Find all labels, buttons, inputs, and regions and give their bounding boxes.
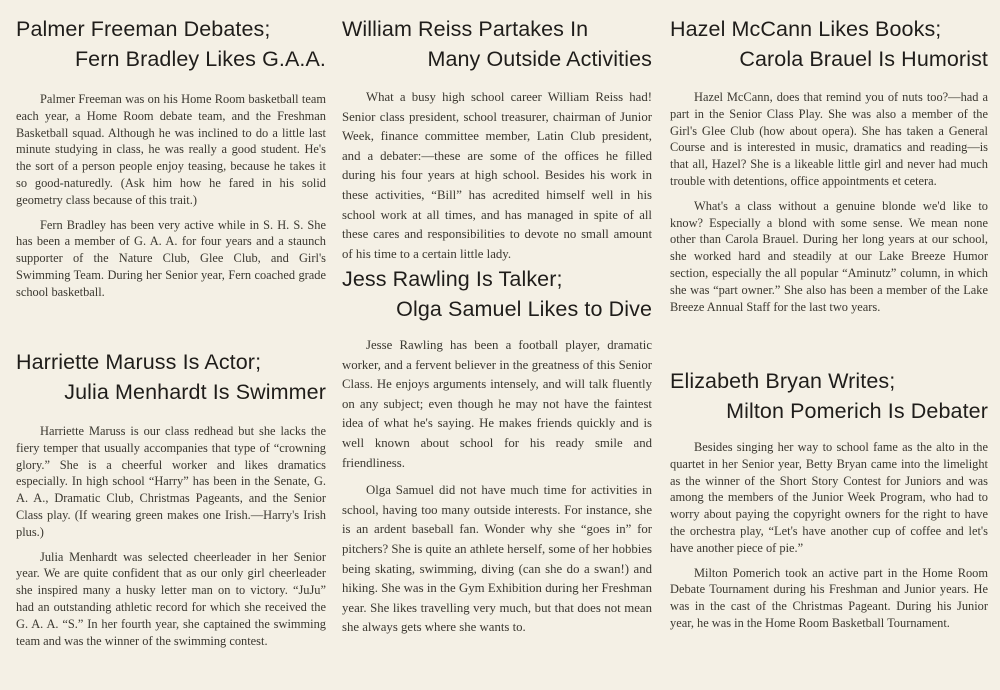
article-headline [16,14,326,74]
article-paragraph: What a busy high school career William Reiss had! Senior class president, school treasurer, chairman of Junior Week, finance committee member, Latin Club president, and a debater:—these are some of the offices he filled during his four years at high school. Besides his work in these activities, “Bill” has acredited himself well in his school work at all times, and has managed in spite of all these cares and responsibilities to devote no small amount of his time to a certain little lady. [342,90,652,261]
headline-line-2: Carola Brauel Is Humorist [739,47,988,71]
headline-line-1: Hazel McCann Likes Books; [670,17,942,41]
headline-line-2: Milton Pomerich Is Debater [726,399,988,423]
article-headline [16,347,326,407]
article-mccann-brauel [670,14,988,315]
headline-line-1: Jess Rawling Is Talker; [342,267,563,291]
article-paragraph: Palmer Freeman was on his Home Room basketball team each year, a Home Room debate team, and the Freshman Basketball squad. Although he was inclined to do a little last minute studying in class, he was really a good student. He's the sort of a person people enjoy teasing, because he takes it so good-naturedly. (Ask him how he fared in his solid geometry class because of this trait.) [16,92,326,207]
article-paragraph: Fern Bradley has been very active while in S. H. S. She has been a member of G. A. A. for four years and a staunch supporter of the Nature Club, Glee Club, and Girl's Swimming Team. During her Senior year, Fern coached grade school basketball. [16,217,326,299]
headline-line-2: Olga Samuel Likes to Dive [396,297,652,321]
article-paragraph: Julia Menhardt was selected cheerleader in her Senior year. We are quite confident that as our only girl cheerleader she inspired many a husky letter man on to victory. “JuJu” had an outstanding athletic record for which she received the G. A. A. “S.” In her fourth year, she captained the swimming team and was the winner of the swimming contest. [16,549,326,648]
article-paragraph: Harriette Maruss is our class redhead but she lacks the fiery temper that usually accompanies that type of “crowning glory.” She is a cheerful worker and likes dramatics especially. In high school “Harry” has been in the Senate, G. A. A., Dramatic Club, Christmas Pageants, and the Senior Class play. (If wearing green makes one Irish.—Harry's Irish plus.) [16,424,326,539]
article-headline [670,14,988,74]
headline-line-1: Palmer Freeman Debates; [16,17,271,41]
article-paragraph: Hazel McCann, does that remind you of nuts too?—had a part in the Senior Class Play. She was also a member of the Girl's Glee Club (how about opera). She has taken a General Course and is interested in music, dramatics and reading—is that all, Hazel? She is a likeable little girl and never had much trouble with detentions, office appointments et cetera. [670,90,988,188]
article-reiss [342,14,652,264]
article-paragraph: Milton Pomerich took an active part in the Home Room Debate Tournament during his Freshman and Junior years. He was in the cast of the Christmas Pageant. During his Junior year, he was in the Home Room Basketball Tournament. [670,565,988,630]
headline-line-1: Harriette Maruss Is Actor; [16,350,262,374]
headline-line-2: Fern Bradley Likes G.A.A. [74,47,326,71]
article-paragraph: Olga Samuel did not have much time for activities in school, having too many outside interests. For instance, she is an ardent baseball fan. Wonder why she “goes in” for pitchers? She is quite an athlete herself, some of her hobbies being skating, swimming, diving (can she do a swan!) and hiking. She was in the Gym Exhibition during her Freshman year. She likes travelling very much, but that does not mean she always gets where she wants to. [342,483,652,635]
article-freeman-bradley [16,14,326,301]
article-headline [342,14,652,74]
headline-line-2: Many Outside Activities [427,47,652,71]
article-headline [670,366,988,426]
headline-line-1: Elizabeth Bryan Writes; [670,369,896,393]
article-paragraph: Jesse Rawling has been a football player, dramatic worker, and a fervent believer in the greatness of this Senior Class. He enjoys arguments intensely, and will talk fluently on any subject; even though he may not have the faintest idea of what he's saying. He makes friends quickly and is well known about school for his ready smile and friendliness. [342,338,652,470]
article-bryan-pomerich [670,366,988,632]
article-rawling-samuel [342,264,652,638]
headline-line-1: William Reiss Partakes In [342,17,589,41]
article-paragraph: What's a class without a genuine blonde we'd like to know? Especially a blond with some sense. We mean none other than Carola Brauel. During her long years at our school, she worked hard and steadily at our Lake Breeze Humor section, especially the all popular “Aminutz” column, in which she was “part owner.” She also has been a member of the Lake Breeze Annual Staff for the last two years. [670,198,988,314]
article-maruss-menhardt [16,347,326,649]
headline-line-2: Julia Menhardt Is Swimmer [64,380,326,404]
article-headline [342,264,652,324]
article-paragraph: Besides singing her way to school fame as the alto in the quartet in her Senior year, Betty Bryan came into the limelight as the winner of the Short Story Contest for Juniors and was among the members of the Junior Week Program, who had to worry about paying the copyright owners for the right to have the orchestra play, “Let's have another cup of coffee and let's have another piece of pie.” [670,440,988,555]
